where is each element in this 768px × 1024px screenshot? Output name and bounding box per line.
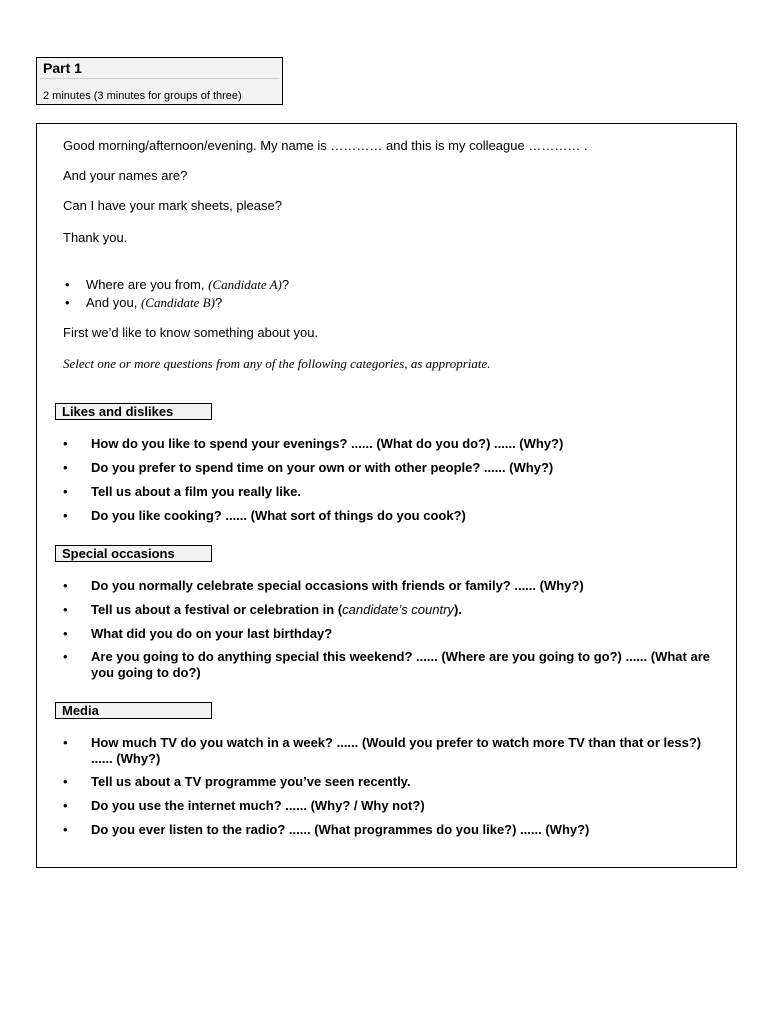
- bullet-glyph: •: [63, 735, 68, 750]
- intro-bullet-candidate-a: [86, 277, 289, 293]
- festival-text: Tell us about a festival or celebration in (: [91, 602, 343, 617]
- question-film: Tell us about a film you really like.: [91, 484, 301, 499]
- bullet-glyph: •: [65, 277, 70, 292]
- question-tv-week: How much TV do you watch in a week? ...... (Would you prefer to watch more TV than that or less?) ...... (Why?): [91, 735, 702, 766]
- bullet-glyph: •: [63, 508, 68, 523]
- bullet-glyph: •: [63, 774, 68, 789]
- bullet-glyph: •: [63, 822, 68, 837]
- part-header-box: [36, 57, 283, 105]
- bullet-glyph: •: [63, 436, 68, 451]
- part-timing: 2 minutes (3 minutes for groups of three): [43, 90, 242, 102]
- examiner-script-box: [36, 123, 737, 868]
- bullet-glyph: •: [63, 460, 68, 475]
- bullet-glyph: •: [63, 484, 68, 499]
- category-special-occasions: Special occasions: [55, 545, 212, 562]
- question-birthday: What did you do on your last birthday?: [91, 626, 333, 641]
- question-tv-programme: Tell us about a TV programme you’ve seen recently.: [91, 774, 411, 789]
- intro-greeting: Good morning/afternoon/evening. My name is ………… and this is my colleague ………… .: [63, 138, 588, 153]
- bullet-a-end: ?: [281, 277, 290, 292]
- intro-thanks: Thank you.: [63, 230, 128, 245]
- category-media: Media: [55, 702, 212, 719]
- bullet-glyph: •: [63, 602, 68, 617]
- intro-bullet-candidate-b: [86, 295, 222, 311]
- bullet-a-text: Where are you from,: [86, 277, 209, 292]
- intro-mark-sheets: Can I have your mark sheets, please?: [63, 198, 282, 213]
- bullet-glyph: •: [65, 295, 70, 310]
- question-weekend: Are you going to do anything special this weekend? ...... (Where are you going to go?) ...... (What are you going to do?): [91, 649, 710, 680]
- intro-instruction: Select one or more questions from any of the following categories, as appropriate.: [63, 356, 491, 371]
- bullet-glyph: •: [63, 626, 68, 641]
- bullet-b-end: ?: [214, 295, 223, 310]
- bullet-glyph: •: [63, 798, 68, 813]
- question-celebrate: Do you normally celebrate special occasions with friends or family? ...... (Why?): [91, 578, 584, 593]
- question-internet: Do you use the internet much? ...... (Why? / Why not?): [91, 798, 425, 813]
- intro-names: And your names are?: [63, 168, 188, 183]
- question-cooking: Do you like cooking? ...... (What sort of things do you cook?): [91, 508, 466, 523]
- candidate-a-label: (Candidate A): [208, 277, 282, 292]
- festival-end: ).: [453, 602, 462, 617]
- bullet-glyph: •: [63, 578, 68, 593]
- candidate-country: candidate’s country: [342, 602, 454, 617]
- category-likes-dislikes: Likes and dislikes: [55, 403, 212, 420]
- bullet-b-text: And you,: [86, 295, 141, 310]
- candidate-b-label: (Candidate B): [140, 295, 215, 310]
- intro-know: First we’d like to know something about you.: [63, 325, 319, 340]
- question-festival: [91, 602, 711, 618]
- part-title: Part 1: [43, 60, 82, 76]
- question-evenings: How do you like to spend your evenings? ...... (What do you do?) ...... (Why?): [91, 436, 564, 451]
- question-radio: Do you ever listen to the radio? ...... (What programmes do you like?) ...... (Why?): [91, 822, 590, 837]
- part-divider: [40, 78, 279, 79]
- question-spend-time: Do you prefer to spend time on your own or with other people? ...... (Why?): [91, 460, 554, 475]
- bullet-glyph: •: [63, 649, 68, 664]
